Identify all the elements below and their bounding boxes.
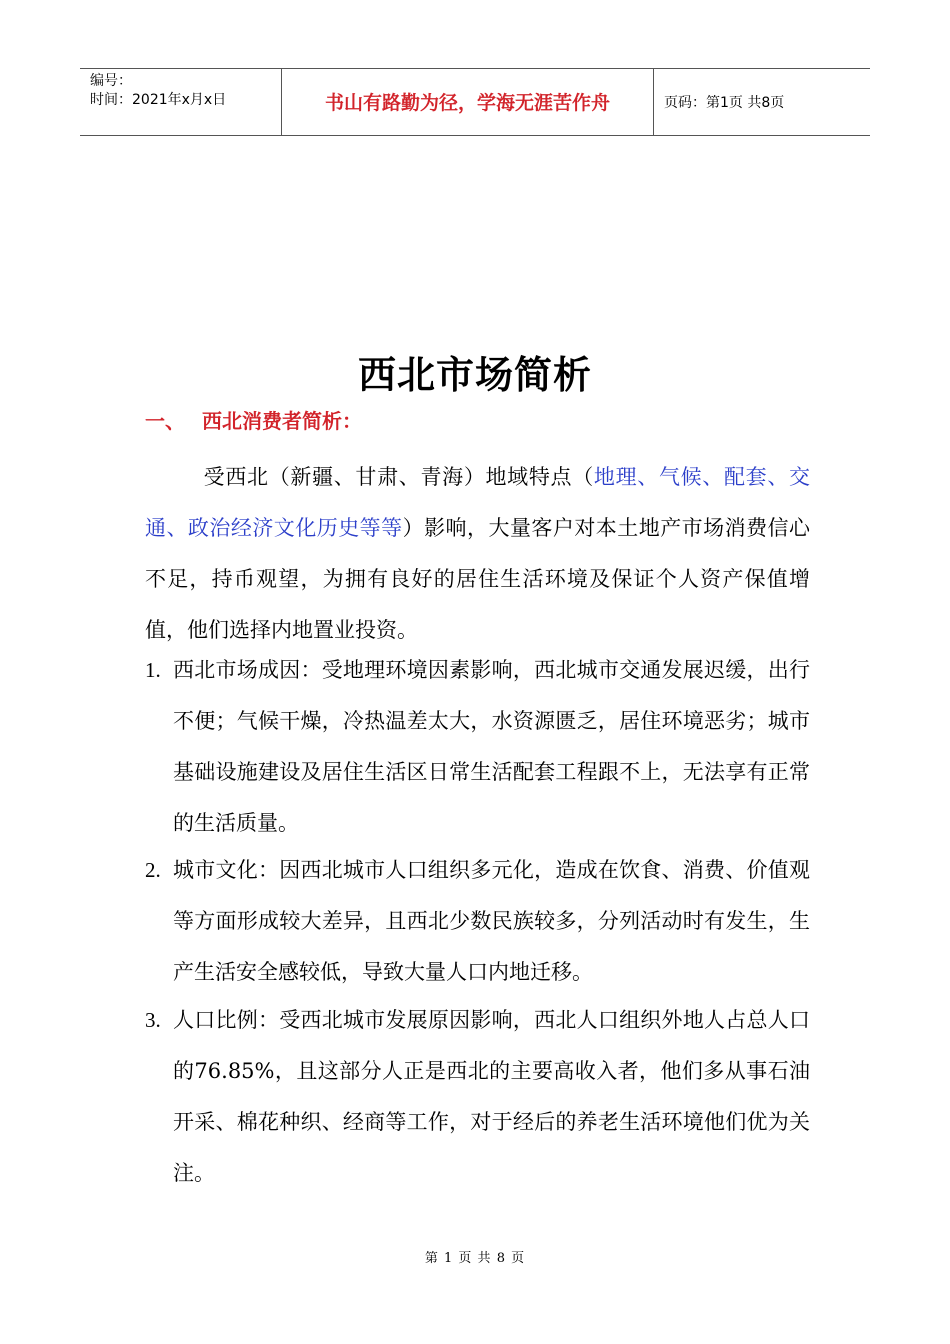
intro-highlight: 地理、气候、配套、交通、政治经济文化历史等等	[145, 465, 811, 540]
list-item-number: 1.	[145, 658, 161, 682]
intro-paragraph	[145, 452, 810, 656]
section-number: 一、	[145, 409, 185, 433]
list-item-text: 人口比例：受西北城市发展原因影响，西北人口组织外地人占总人口的76.85%，且这部分人正是西北的主要高收入者，他们多从事石油开采、棉花种织、经商等工作，对于经后的养老生活环境他们优为关注。	[173, 1008, 810, 1185]
header-meta	[80, 69, 281, 135]
list-item-text: 西北市场成因：受地理环境因素影响，西北城市交通发展迟缓，出行不便；气候干燥，冷热温差太大，水资源匮乏，居住环境恶劣；城市基础设施建设及居住生活区日常生活配套工程跟不上，无法享有正常的生活质量。	[173, 658, 810, 835]
intro-text-2: ）影响，大量客户对本土地产市场消费信心不足，持币观望，为拥有良好的居住生活环境及保证个人资产保值增值，他们选择内地置业投资。	[145, 516, 811, 642]
list-item-number: 3.	[145, 1008, 161, 1032]
header-motto: 书山有路勤为径，学海无涯苦作舟	[281, 69, 654, 135]
code-label: 编号：	[90, 73, 132, 89]
list-item	[145, 645, 810, 849]
page-header	[80, 68, 870, 136]
list-item-text: 城市文化：因西北城市人口组织多元化，造成在饮食、消费、价值观等方面形成较大差异，且西北少数民族较多，分列活动时有发生，生产生活安全感较低，导致大量人口内地迁移。	[173, 858, 810, 984]
section-heading-text: 西北消费者简析：	[202, 409, 362, 433]
list-item	[145, 845, 810, 998]
page-footer: 第 1 页 共 8 页	[424, 1251, 526, 1266]
list-item	[145, 995, 810, 1199]
time-label: 时间：2021年x月x日	[90, 92, 227, 108]
section-heading	[145, 405, 362, 434]
intro-text-1: 受西北（新疆、甘肃、青海）地域特点（	[203, 465, 594, 489]
document-title: 西北市场简析	[357, 352, 592, 397]
list-item-number: 2.	[145, 858, 161, 882]
header-page-label: 页码：第1页 共8页	[664, 95, 785, 111]
